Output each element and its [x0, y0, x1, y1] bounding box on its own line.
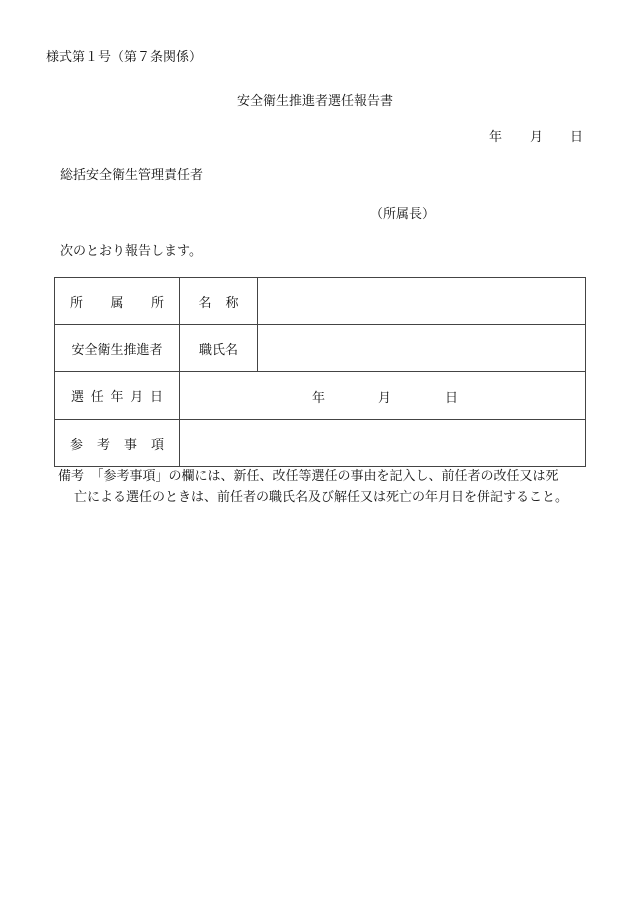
- label-name-text: 名 称: [198, 295, 239, 311]
- label-name: [180, 278, 258, 325]
- label-promoter: 安全衛生推進者: [55, 325, 180, 372]
- appointment-month-label: 月: [378, 391, 392, 406]
- label-appointment-date: [55, 372, 180, 420]
- affiliation-label: （所属長）: [370, 207, 436, 222]
- document-title: 安全衛生推進者選任報告書: [236, 94, 393, 109]
- appointment-day-label: 日: [445, 391, 459, 406]
- date-year-label: 年: [489, 130, 503, 145]
- note-line-2: 亡による選任のときは、前任者の職氏名及び解任又は死亡の年月日を併記すること。: [74, 490, 569, 505]
- date-day-label: 日: [570, 130, 584, 145]
- date-month-label: 月: [530, 130, 544, 145]
- field-appointment-date[interactable]: [180, 372, 586, 420]
- addressee: 総括安全衛生管理責任者: [60, 168, 204, 183]
- form-number: 様式第１号（第７条関係）: [46, 50, 203, 65]
- table-row-promoter: [55, 325, 586, 372]
- note: [58, 466, 588, 508]
- report-table: [54, 277, 586, 467]
- table-row-affiliation: [55, 278, 586, 325]
- note-line-1: 備考 「参考事項」の欄には、新任、改任等選任の事由を記入し、前任者の改任又は死: [58, 469, 559, 484]
- label-remarks-text: 参 考 事 項: [70, 437, 164, 453]
- field-promoter-title-name[interactable]: [258, 325, 586, 372]
- table-row-remarks: [55, 420, 586, 467]
- label-title-name: 職氏名: [180, 325, 258, 372]
- table-row-appointment-date: [55, 372, 586, 420]
- label-appointment-date-text: 選 任 年 月 日: [71, 390, 163, 405]
- field-affiliation-name[interactable]: [258, 278, 586, 325]
- label-affiliation: [55, 278, 180, 325]
- label-affiliation-text: 所 属 所: [70, 295, 164, 311]
- appointment-year-label: 年: [312, 391, 326, 406]
- field-remarks[interactable]: [180, 420, 586, 467]
- intro-text: 次のとおり報告します。: [60, 244, 202, 259]
- label-remarks: [55, 420, 180, 467]
